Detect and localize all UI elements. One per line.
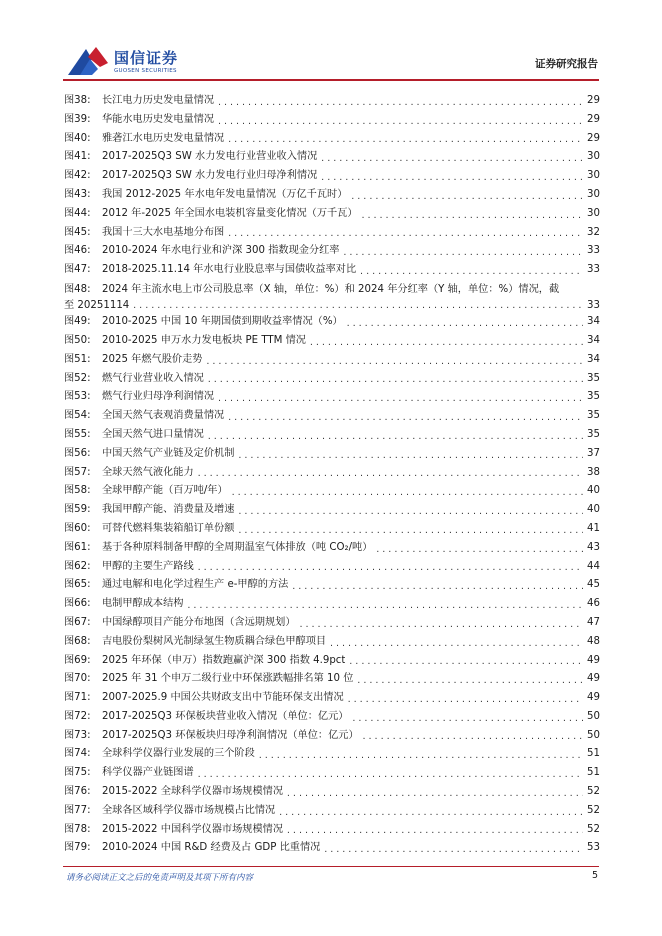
toc-entry-figure-number: 图77:: [64, 804, 91, 816]
toc-entry[interactable]: [64, 614, 600, 633]
toc-entry[interactable]: [64, 261, 600, 280]
toc-leader-dots: [323, 842, 583, 858]
toc-entry-title: 中国天然气产业链及定价机制: [102, 447, 235, 459]
toc-entry-page: 41: [587, 522, 600, 534]
toc-entry-figure-number: 图76:: [64, 786, 91, 798]
toc-entry[interactable]: [64, 839, 600, 858]
toc-leader-dots: [350, 189, 583, 205]
toc-entry[interactable]: [64, 821, 600, 840]
toc-leader-dots: [286, 823, 583, 839]
toc-leader-dots: [207, 429, 583, 445]
figure-index-list: [64, 92, 600, 858]
toc-entry-title: 通过电解和电化学过程生产 e-甲醇的方法: [102, 579, 289, 591]
toc-entry-figure-number: 图50:: [64, 334, 91, 346]
toc-entry-figure-number: 图55:: [64, 428, 91, 440]
toc-leader-dots: [359, 264, 583, 280]
toc-entry-page: 35: [587, 428, 600, 440]
toc-entry-title: 燃气行业归母净利润情况: [102, 391, 215, 403]
toc-entry-page: 30: [587, 151, 600, 163]
toc-entry-title: 2025 年燃气股价走势: [102, 353, 203, 365]
toc-leader-dots: [375, 542, 583, 558]
toc-entry-figure-number: 图71:: [64, 692, 91, 704]
toc-entry[interactable]: [64, 92, 600, 111]
toc-leader-dots: [329, 636, 583, 652]
toc-entry[interactable]: [64, 130, 600, 149]
toc-entry-figure-number: 图49:: [64, 316, 91, 328]
toc-leader-dots: [320, 151, 583, 167]
toc-entry-title: 2007-2025.9 中国公共财政支出中节能环保支出情况: [102, 692, 344, 704]
toc-entry-title: 2024 年主流水电上市公司股息率（X 轴，单位：%）和 2024 年分红率（Y 轴，单位：%）情况，截: [102, 283, 560, 295]
toc-entry[interactable]: [64, 745, 600, 764]
toc-entry[interactable]: [64, 783, 600, 802]
toc-entry[interactable]: [64, 370, 600, 389]
toc-entry-figure-number: 图46:: [64, 245, 91, 257]
toc-entry-page: 37: [587, 447, 600, 459]
toc-entry-page: 48: [587, 635, 600, 647]
toc-entry-figure-number: 图75:: [64, 767, 91, 779]
toc-entry-page: 49: [587, 692, 600, 704]
logo-english-name: GUOSEN SECURITIES: [114, 67, 177, 74]
toc-leader-dots: [320, 170, 583, 186]
toc-entry-page: 40: [587, 485, 600, 497]
toc-entry-figure-number: 图69:: [64, 654, 91, 666]
toc-entry-figure-number: 图54:: [64, 410, 91, 422]
toc-leader-dots: [207, 372, 583, 388]
toc-entry-title: 2025 年环保（申万）指数跑赢沪深 300 指数 4.9pct: [102, 654, 346, 666]
toc-leader-dots: [227, 410, 583, 426]
toc-entry[interactable]: [64, 242, 600, 261]
toc-entry-figure-number: 图52:: [64, 372, 91, 384]
toc-entry-figure-number: 图74:: [64, 748, 91, 760]
toc-leader-dots: [197, 466, 583, 482]
toc-leader-dots: [343, 245, 584, 261]
toc-leader-dots: [346, 316, 583, 332]
toc-entry-figure-number: 图60:: [64, 522, 91, 534]
toc-entry-title: 电制甲醇成本结构: [102, 598, 184, 610]
toc-entry-page: 35: [587, 391, 600, 403]
toc-entry-figure-number: 图70:: [64, 673, 91, 685]
toc-entry-page: 38: [587, 466, 600, 478]
toc-entry[interactable]: [64, 464, 600, 483]
toc-entry-title: 2015-2022 中国科学仪器市场规模情况: [102, 823, 284, 835]
toc-entry-page: 49: [587, 654, 600, 666]
toc-entry[interactable]: [64, 708, 600, 727]
toc-entry-page: 33: [587, 299, 600, 311]
toc-entry-page: 33: [587, 245, 600, 257]
toc-entry[interactable]: [64, 652, 600, 671]
toc-entry[interactable]: [64, 186, 600, 205]
toc-entry-title: 全球各区域科学仪器市场规模占比情况: [102, 804, 276, 816]
toc-entry[interactable]: [64, 482, 600, 501]
toc-entry-page: 50: [587, 710, 600, 722]
toc-entry[interactable]: [64, 802, 600, 821]
toc-leader-dots: [348, 654, 583, 670]
toc-entry[interactable]: [64, 407, 600, 426]
toc-entry-title: 我国 2012-2025 年水电年发电量情况（万亿千瓦时）: [102, 188, 348, 200]
toc-entry-title: 甲醇的主要生产路线: [102, 560, 194, 572]
guosen-logo: [66, 45, 178, 79]
toc-entry-title: 2010-2024 年水电行业和沪深 300 指数现金分红率: [102, 245, 340, 257]
toc-entry-figure-number: 图61:: [64, 541, 91, 553]
toc-entry-title: 2017-2025Q3 SW 水力发电行业营业收入情况: [102, 151, 318, 163]
toc-entry-figure-number: 图42:: [64, 170, 91, 182]
toc-leader-dots: [356, 673, 583, 689]
toc-entry[interactable]: [64, 501, 600, 520]
toc-entry-figure-number: 图58:: [64, 485, 91, 497]
toc-entry-title: 全球甲醇产能（百万吨/年）: [102, 485, 228, 497]
toc-entry-page: 30: [587, 207, 600, 219]
toc-entry-page: 30: [587, 188, 600, 200]
page-header: [0, 0, 662, 88]
toc-leader-dots: [291, 579, 583, 595]
toc-entry[interactable]: [64, 520, 600, 539]
toc-leader-dots: [187, 598, 584, 614]
toc-entry-figure-number: 图79:: [64, 842, 91, 854]
toc-entry[interactable]: [64, 148, 600, 167]
toc-leader-dots: [309, 335, 583, 351]
toc-entry-figure-number: 图56:: [64, 447, 91, 459]
toc-entry-figure-number: 图65:: [64, 579, 91, 591]
toc-entry[interactable]: [64, 205, 600, 224]
toc-entry-figure-number: 图45:: [64, 226, 91, 238]
toc-entry-figure-number: 图51:: [64, 353, 91, 365]
toc-entry-title: 2025 年 31 个申万二级行业中环保涨跌幅排名第 10 位: [102, 673, 354, 685]
toc-entry-page: 34: [587, 353, 600, 365]
toc-leader-dots: [227, 132, 583, 148]
toc-entry-page: 46: [587, 598, 600, 610]
toc-leader-dots: [217, 95, 583, 111]
toc-entry[interactable]: [64, 558, 600, 577]
toc-entry[interactable]: [64, 388, 600, 407]
toc-entry-title: 中国绿醇项目产能分布地图（含远期规划）: [102, 616, 296, 628]
toc-entry-title: 2010-2024 中国 R&D 经费及占 GDP 比重情况: [102, 842, 321, 854]
toc-entry[interactable]: [64, 167, 600, 186]
toc-entry-figure-number: 图68:: [64, 635, 91, 647]
toc-entry-page: 44: [587, 560, 600, 572]
toc-leader-dots: [217, 114, 583, 130]
toc-entry-title: 2012 年-2025 年全国水电装机容量变化情况（万千瓦）: [102, 207, 358, 219]
toc-entry-figure-number: 图53:: [64, 391, 91, 403]
toc-entry-title: 2015-2022 全球科学仪器市场规模情况: [102, 786, 284, 798]
toc-leader-dots: [237, 448, 583, 464]
header-divider: [63, 79, 599, 81]
toc-entry-title: 全球天然气液化能力: [102, 466, 194, 478]
toc-entry-page: 40: [587, 504, 600, 516]
toc-entry[interactable]: [64, 727, 600, 746]
toc-leader-dots: [227, 226, 583, 242]
toc-entry[interactable]: [64, 633, 600, 652]
toc-entry-title-continued: 至 20251114: [64, 299, 130, 311]
toc-entry-page: 50: [587, 729, 600, 741]
toc-entry-title: 2017-2025Q3 环保板块归母净利润情况（单位：亿元）: [102, 729, 359, 741]
toc-entry-page: 53: [587, 842, 600, 854]
toc-entry-figure-number: 图48:: [64, 283, 91, 295]
toc-entry-title: 长江电力历史发电量情况: [102, 95, 215, 106]
toc-entry-title: 2010-2025 申万水力发电板块 PE TTM 情况: [102, 334, 306, 346]
toc-leader-dots: [197, 560, 583, 576]
toc-entry[interactable]: [64, 670, 600, 689]
toc-entry[interactable]: [64, 445, 600, 464]
toc-entry-title: 吉电股份梨树风光制绿氢生物质耦合绿色甲醇项目: [102, 635, 327, 647]
toc-entry[interactable]: [64, 111, 600, 130]
toc-leader-dots: [132, 299, 583, 313]
toc-entry-figure-number: 图73:: [64, 729, 91, 741]
toc-entry-title: 2017-2025Q3 环保板块营业收入情况（单位：亿元）: [102, 710, 349, 722]
toc-entry[interactable]: [64, 351, 600, 370]
toc-entry-title: 华能水电历史发电量情况: [102, 113, 215, 125]
toc-entry-figure-number: 图66:: [64, 598, 91, 610]
toc-entry[interactable]: [64, 224, 600, 243]
toc-entry-page: 34: [587, 316, 600, 328]
toc-entry-title: 我国十三大水电基地分布图: [102, 226, 225, 238]
toc-leader-dots: [351, 711, 583, 727]
toc-entry-page: 43: [587, 541, 600, 553]
toc-leader-dots: [205, 354, 583, 370]
toc-entry-figure-number: 图40:: [64, 132, 91, 144]
toc-entry-page: 29: [587, 132, 600, 144]
toc-entry-page: 35: [587, 372, 600, 384]
toc-entry-page: 29: [587, 95, 600, 106]
toc-leader-dots: [237, 523, 583, 539]
toc-entry-page: 52: [587, 804, 600, 816]
toc-entry-page: 29: [587, 113, 600, 125]
toc-entry-page: 34: [587, 334, 600, 346]
toc-entry-figure-number: 图72:: [64, 710, 91, 722]
toc-entry[interactable]: [64, 689, 600, 708]
toc-entry-page: 45: [587, 579, 600, 591]
toc-leader-dots: [217, 391, 583, 407]
disclaimer-note: 请务必阅读正文之后的免责声明及其项下所有内容: [66, 873, 254, 883]
toc-entry[interactable]: [64, 595, 600, 614]
toc-entry-figure-number: 图41:: [64, 151, 91, 163]
toc-entry[interactable]: [64, 332, 600, 351]
toc-entry-figure-number: 图78:: [64, 823, 91, 835]
toc-entry-title: 基于各种原料制备甲醇的全周期温室气体排放（吨 CO₂/吨）: [102, 541, 373, 553]
toc-entry-figure-number: 图47:: [64, 264, 91, 276]
toc-entry-page: 51: [587, 767, 600, 779]
toc-entry-title: 全国天然气进口量情况: [102, 428, 204, 440]
toc-leader-dots: [237, 504, 583, 520]
toc-entry-title: 2017-2025Q3 SW 水力发电行业归母净利情况: [102, 170, 318, 182]
toc-entry-page: 33: [587, 264, 600, 276]
guosen-logo-mark-icon: [66, 45, 110, 79]
toc-entry-figure-number: 图39:: [64, 113, 91, 125]
toc-leader-dots: [286, 786, 583, 802]
toc-leader-dots: [362, 729, 583, 745]
toc-entry-page: 30: [587, 170, 600, 182]
toc-entry-title: 2010-2025 中国 10 年期国债到期收益率情况（%）: [102, 316, 343, 328]
toc-entry-figure-number: 图38:: [64, 95, 91, 106]
toc-entry-figure-number: 图44:: [64, 207, 91, 219]
toc-entry-page: 32: [587, 226, 600, 238]
toc-entry-page: 35: [587, 410, 600, 422]
toc-entry-title: 全球科学仪器行业发展的三个阶段: [102, 748, 255, 760]
toc-entry-page: 47: [587, 616, 600, 628]
toc-entry-title: 科学仪器产业链图谱: [102, 767, 194, 779]
toc-entry-page: 51: [587, 748, 600, 760]
toc-entry-page: 49: [587, 673, 600, 685]
toc-entry-figure-number: 图59:: [64, 504, 91, 516]
toc-entry[interactable]: [64, 576, 600, 595]
toc-leader-dots: [299, 617, 583, 633]
toc-leader-dots: [197, 767, 583, 783]
toc-entry[interactable]: [64, 539, 600, 558]
toc-entry[interactable]: [64, 280, 600, 313]
footer-divider: [63, 866, 599, 867]
toc-entry-title: 可替代燃料集装箱船订单份额: [102, 522, 235, 534]
toc-entry[interactable]: [64, 313, 600, 332]
toc-entry-page: 52: [587, 823, 600, 835]
toc-entry-figure-number: 图62:: [64, 560, 91, 572]
toc-entry-page: 52: [587, 786, 600, 798]
toc-entry-figure-number: 图57:: [64, 466, 91, 478]
toc-leader-dots: [361, 208, 583, 224]
toc-entry-title: 2018-2025.11.14 年水电行业股息率与国债收益率对比: [102, 264, 357, 276]
toc-leader-dots: [258, 748, 583, 764]
page-number: 5: [591, 870, 598, 881]
toc-entry-figure-number: 图43:: [64, 188, 91, 200]
toc-leader-dots: [278, 805, 583, 821]
toc-entry-title: 我国甲醇产能、消费量及增速: [102, 504, 235, 516]
toc-leader-dots: [231, 485, 583, 501]
logo-chinese-name: 国信证券: [114, 48, 179, 67]
toc-entry[interactable]: [64, 764, 600, 783]
toc-entry-title: 全国天然气表观消费量情况: [102, 410, 225, 422]
toc-entry-title: 燃气行业营业收入情况: [102, 372, 204, 384]
toc-entry-title: 雅砻江水电历史发电量情况: [102, 132, 225, 144]
toc-entry[interactable]: [64, 426, 600, 445]
toc-leader-dots: [347, 692, 583, 708]
toc-entry-figure-number: 图67:: [64, 616, 91, 628]
report-type-label: 证券研究报告: [535, 58, 598, 70]
